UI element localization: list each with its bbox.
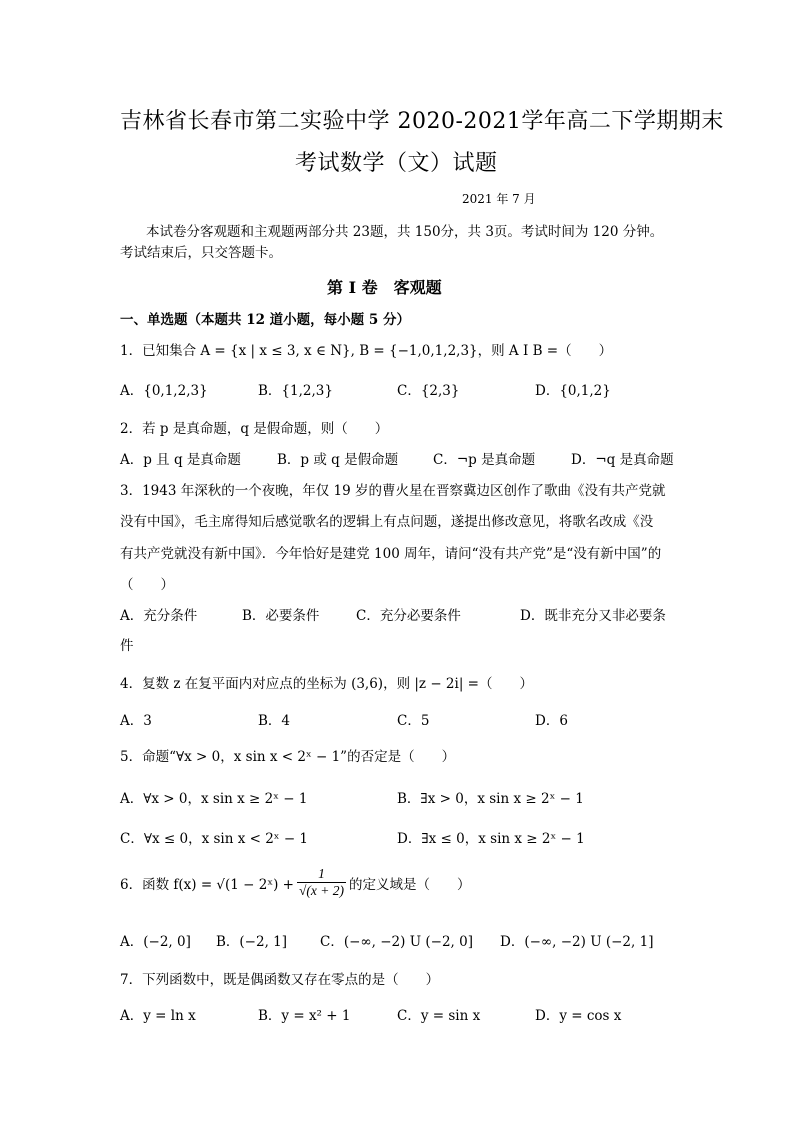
- question-1-stem: 1．已知集合 A = {x | x ≤ 3, x ∈ N}, B = {−1,0,1,2,3}，则 A I B =（ ）: [120, 343, 613, 359]
- part-title: 一、单选题（本题共 12 道小题，每小题 5 分）: [120, 312, 410, 328]
- document-title-line-2: 考试数学（文）试题: [295, 151, 498, 176]
- question-5-option-d: D．∃x ≤ 0，x sin x ≥ 2ˣ − 1: [397, 831, 585, 847]
- question-4-stem: 4．复数 z 在复平面内对应点的坐标为 (3,6)，则 |z − 2i| =（ ）: [120, 676, 533, 692]
- question-7-stem: 7．下列函数中，既是偶函数又存在零点的是（ ）: [120, 972, 440, 988]
- question-3-stem-line-4: （ ）: [120, 577, 174, 593]
- question-1-option-d: D．{0,1,2}: [535, 383, 611, 399]
- question-3-stem-line-1: 3．1943 年深秋的一个夜晚，年仅 19 岁的曹火星在晋察冀边区创作了歌曲《没有共产党就: [120, 483, 666, 499]
- question-5-option-a: A．∀x > 0，x sin x ≥ 2ˣ − 1: [120, 791, 308, 807]
- question-1-option-a: A．{0,1,2,3}: [120, 383, 208, 399]
- question-6-stem-prefix: 6．函数 f(x) = √(1 − 2ˣ) +: [120, 876, 294, 893]
- question-3-stem-line-2: 没有中国》，毛主席得知后感觉歌名的逻辑上有点问题，遂提出修改意见，将歌名改成《没: [120, 514, 654, 530]
- question-3-option-d-wrap: 件: [120, 638, 134, 654]
- intro-line-1: 本试卷分客观题和主观题两部分共 23题，共 150分，共 3页。考试时间为 120 分钟。: [146, 224, 664, 240]
- question-3-option-a: A．充分条件: [120, 608, 198, 624]
- question-3-option-c: C．充分必要条件: [356, 608, 461, 624]
- document-title-line-1: 吉林省长春市第二实验中学 2020-2021学年高二下学期期末: [120, 109, 724, 134]
- question-3-option-b: B．必要条件: [242, 608, 320, 624]
- question-1-option-b: B．{1,2,3}: [258, 383, 333, 399]
- question-3-option-d: D．既非充分又非必要条: [520, 608, 666, 624]
- question-6-stem-suffix: 的定义域是（ ）: [348, 876, 471, 893]
- fraction-denominator: √(x + 2): [298, 883, 344, 898]
- intro-line-2: 考试结束后，只交答题卡。: [120, 245, 282, 261]
- question-6-fraction: [297, 866, 346, 899]
- question-2-option-d: D．¬q 是真命题: [571, 452, 674, 468]
- question-7-option-a: A．y = ln x: [120, 1008, 196, 1024]
- question-2-stem: 2．若 p 是真命题，q 是假命题，则（ ）: [120, 421, 389, 437]
- question-2-option-c: C．¬p 是真命题: [433, 452, 536, 468]
- exam-date: 2021 年 7 月: [462, 192, 536, 206]
- question-4-option-b: B．4: [258, 713, 291, 729]
- question-5-stem: 5．命题“∀x > 0，x sin x < 2ˣ − 1”的否定是（ ）: [120, 749, 456, 765]
- question-5-option-b: B．∃x > 0，x sin x ≥ 2ˣ − 1: [397, 791, 584, 807]
- question-7-option-d: D．y = cos x: [535, 1008, 622, 1024]
- question-7-option-c: C．y = sin x: [397, 1008, 481, 1024]
- section-title: 第 I 卷 客观题: [327, 278, 442, 297]
- question-2-option-b: B．p 或 q 是假命题: [277, 452, 399, 468]
- question-7-option-b: B．y = x² + 1: [258, 1008, 351, 1024]
- question-6-option-a: A．(−2, 0]: [120, 934, 191, 950]
- question-6-option-d: D．(−∞, −2) U (−2, 1]: [500, 934, 654, 950]
- question-2-option-a: A．p 且 q 是真命题: [120, 452, 241, 468]
- question-1-option-c: C．{2,3}: [397, 383, 460, 399]
- question-6-option-b: B．(−2, 1]: [216, 934, 288, 950]
- question-6-stem: [120, 866, 470, 899]
- question-4-option-a: A．3: [120, 713, 152, 729]
- question-6-option-c: C．(−∞, −2) U (−2, 0]: [320, 934, 473, 950]
- question-5-option-c: C．∀x ≤ 0，x sin x < 2ˣ − 1: [120, 831, 309, 847]
- fraction-numerator: 1: [297, 866, 346, 883]
- question-4-option-d: D．6: [535, 713, 568, 729]
- question-3-stem-line-3: 有共产党就没有新中国》．今年恰好是建党 100 周年，请问“没有共产党”是“没有新中国”的: [120, 546, 662, 562]
- question-4-option-c: C．5: [397, 713, 430, 729]
